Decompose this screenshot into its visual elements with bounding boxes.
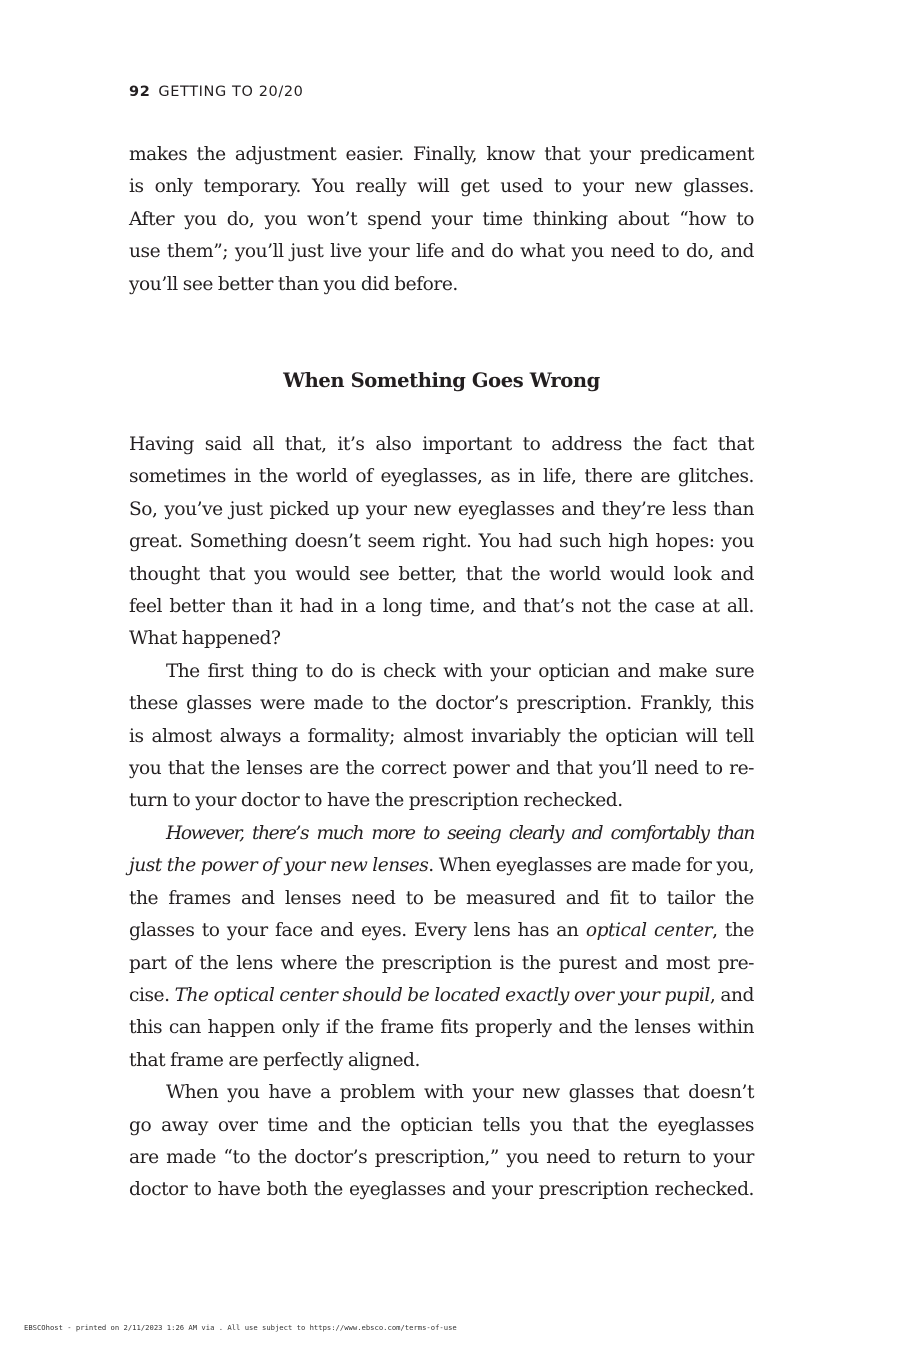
text-line: you that the lenses are the correct power and that you’ll need to re- <box>129 758 754 780</box>
body-text-continued <box>129 139 754 301</box>
text-line: is only temporary. You really will get used to your new glasses. <box>129 176 754 198</box>
text-run: . When eyeglasses are made for you, <box>428 855 754 877</box>
text-run: cise. <box>129 984 175 1006</box>
paragraph-3 <box>129 818 754 1077</box>
section-heading: When Something Goes Wrong <box>283 369 600 392</box>
text-line: are made “to the doctor’s prescription,” you need to return to your <box>129 1146 754 1168</box>
text-line: that frame are perfectly aligned. <box>129 1049 420 1071</box>
text-run: , and <box>709 984 754 1006</box>
text-line <box>129 915 754 947</box>
text-line: makes the adjustment easier. Finally, know that your predicament <box>129 144 754 165</box>
italic-text: just the power of your new lenses <box>129 855 429 877</box>
text-line: these glasses were made to the doctor’s prescription. Frankly, this <box>129 693 754 715</box>
text-line: you’ll see better than you did before. <box>129 273 458 295</box>
section-body <box>129 429 754 1207</box>
text-line: thought that you would see better, that the world would look and <box>129 563 754 585</box>
paragraph-4 <box>129 1077 754 1207</box>
text-line: use them”; you’ll just live your life and do what you need to do, and <box>129 241 754 263</box>
text-line: the frames and lenses need to be measured and fit to tailor the <box>129 887 754 909</box>
text-line: The first thing to do is check with your optician and make sure <box>166 660 754 682</box>
text-line: When you have a problem with your new glasses that doesn’t <box>166 1082 754 1104</box>
text-line: doctor to have both the eyeglasses and your prescription rechecked. <box>129 1179 754 1201</box>
paragraph-1 <box>129 429 754 656</box>
text-line <box>129 980 754 1012</box>
text-line: sometimes in the world of eyeglasses, as in life, there are glitches. <box>129 466 754 488</box>
text-run: , the <box>712 920 754 942</box>
text-line: go away over time and the optician tells you that the eyeglasses <box>129 1114 754 1136</box>
italic-text: However, there’s much more to seeing clearly and comfortably than <box>166 822 754 844</box>
text-line: great. Something doesn’t seem right. You had such high hopes: you <box>129 531 754 553</box>
text-line: After you do, you won’t spend your time thinking about “how to <box>129 208 754 230</box>
text-line: Having said all that, it’s also important to address the fact that <box>129 434 754 455</box>
text-line <box>129 850 754 882</box>
text-line: feel better than it had in a long time, and that’s not the case at all. <box>129 596 754 618</box>
book-title: GETTING TO 20/20 <box>158 84 304 100</box>
text-line: part of the lens where the prescription is the purest and most pre- <box>129 952 754 974</box>
italic-text: The optical center should be located exactly over your pupil <box>174 984 710 1006</box>
text-run: glasses to your face and eyes. Every lens has an <box>129 920 586 942</box>
text-line: is almost always a formality; almost invariably the optician will tell <box>129 725 754 747</box>
ebsco-footer: EBSCOhost - printed on 2/11/2023 1:26 AM via . All use subject to https://www.ebsco.com/terms-of-use <box>24 1323 457 1332</box>
text-line: this can happen only if the frame fits properly and the lenses within <box>129 1017 754 1039</box>
running-head <box>129 84 303 100</box>
text-line: What happened? <box>129 628 281 650</box>
text-line: So, you’ve just picked up your new eyeglasses and they’re less than <box>129 498 754 520</box>
text-line <box>129 818 754 850</box>
italic-term: optical center <box>585 920 713 942</box>
text-line: turn to your doctor to have the prescription rechecked. <box>129 790 623 812</box>
paragraph-2 <box>129 656 754 818</box>
page-number: 92 <box>129 84 151 100</box>
